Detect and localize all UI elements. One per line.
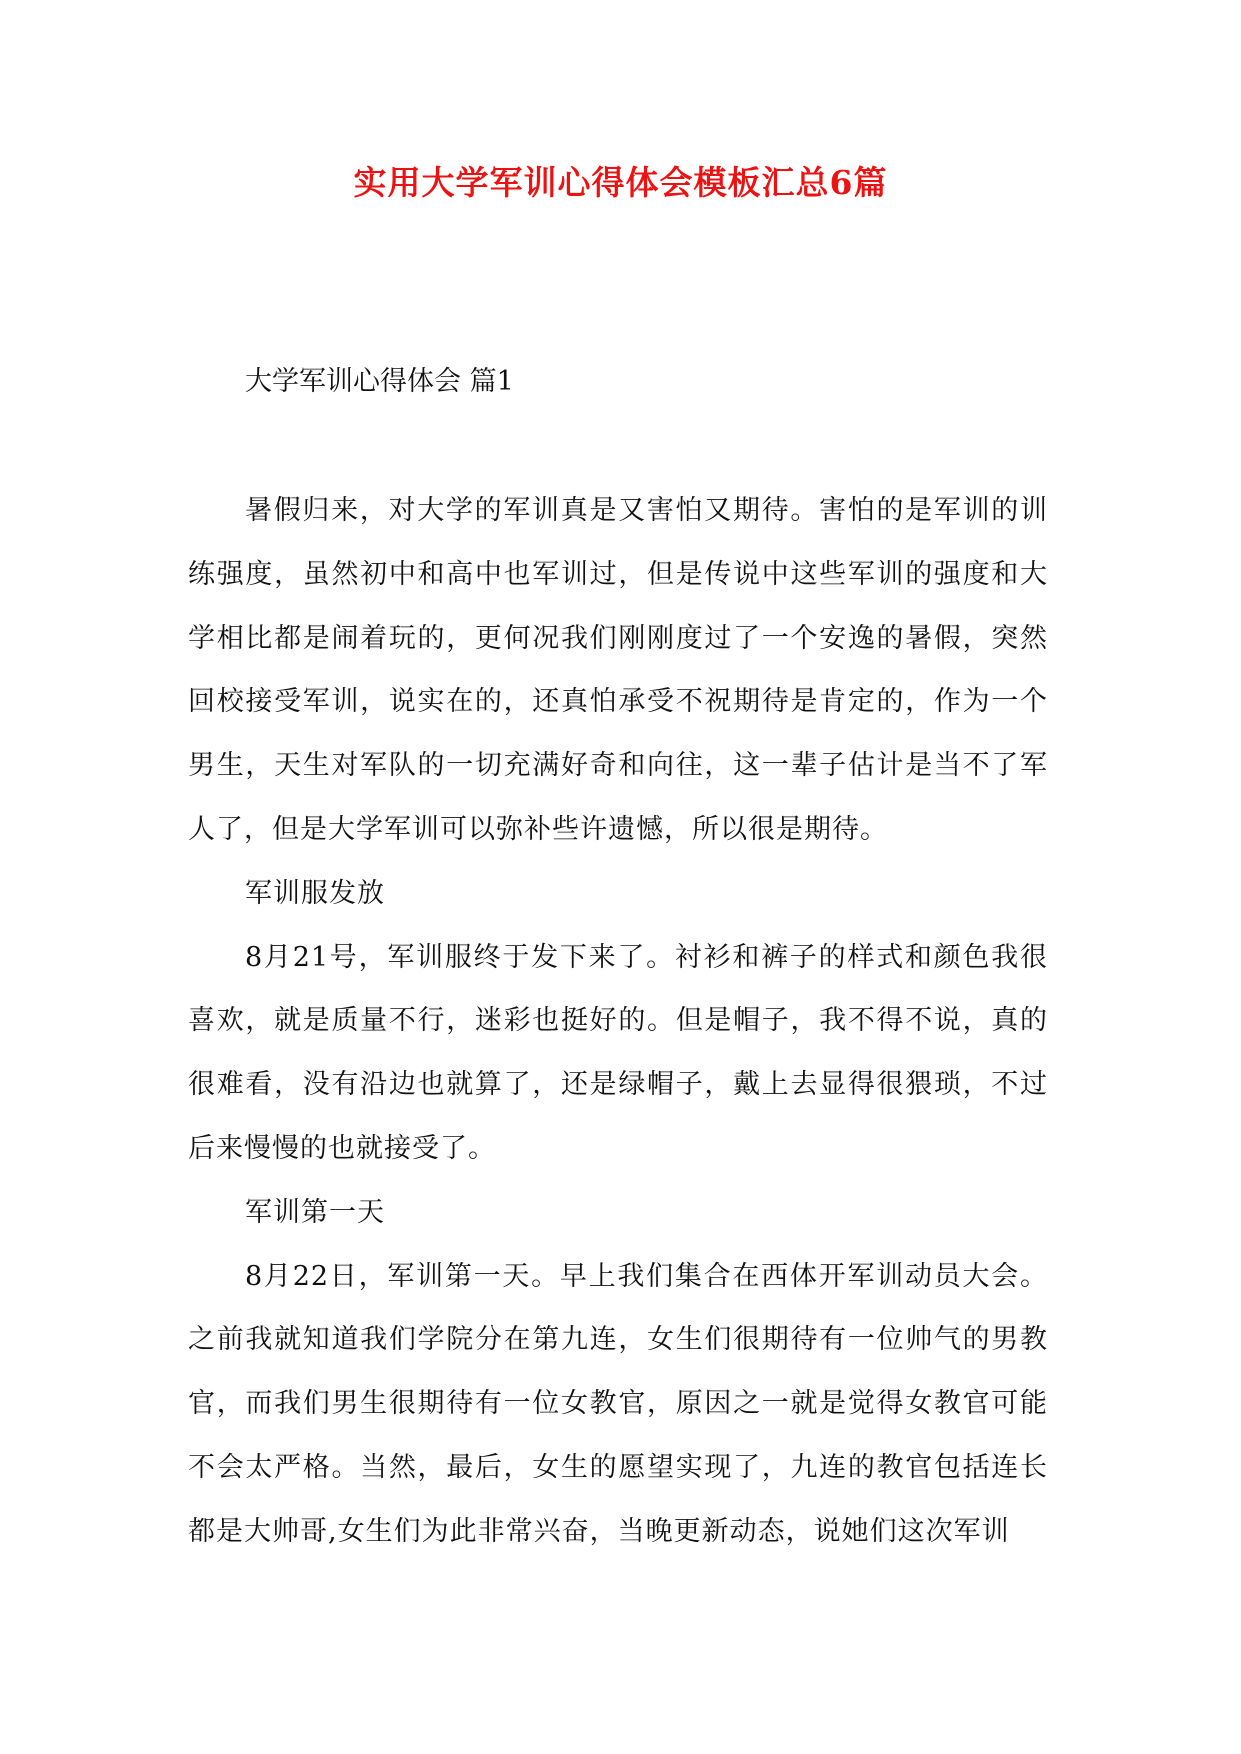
document-body	[188, 479, 1048, 1564]
subsection-heading: 军训服发放	[245, 877, 385, 909]
body-paragraph: 暑假归来，对大学的军训真是又害怕又期待。害怕的是军训的训练强度，虽然初中和高中也军训过，但是传说中这些军训的强度和大学相比都是闹着玩的，更何况我们刚刚度过了一个安逸的暑假，突然回校接受军训，说实在的，还真怕承受不祝期待是肯定的，作为一个男生，天生对军队的一切充满好奇和向往，这一辈子估计是当不了军人了，但是大学军训可以弥补些许遗憾，所以很是期待。	[188, 495, 1048, 845]
body-paragraph: 8月21号，军训服终于发下来了。衬衫和裤子的样式和颜色我很喜欢，就是质量不行，迷彩也挺好的。但是帽子，我不得不说，真的很难看，没有沿边也就算了，还是绿帽子，戴上去显得很猥琐，不过后来慢慢的也就接受了。	[188, 941, 1048, 1164]
body-paragraph: 8月22日，军训第一天。早上我们集合在西体开军训动员大会。之前我就知道我们学院分在第九连，女生们很期待有一位帅气的男教官，而我们男生很期待有一位女教官，原因之一就是觉得女教官可能不会太严格。当然，最后，女生的愿望实现了，九连的教官包括连长都是大帅哥,女生们为此非常兴奋，当晚更新动态，说她们这次军训	[188, 1260, 1048, 1547]
section-heading: 大学军训心得体会 篇1	[245, 366, 514, 397]
subsection-heading: 军训第一天	[245, 1196, 385, 1228]
document-title: 实用大学军训心得体会模板汇总6篇	[353, 163, 888, 202]
